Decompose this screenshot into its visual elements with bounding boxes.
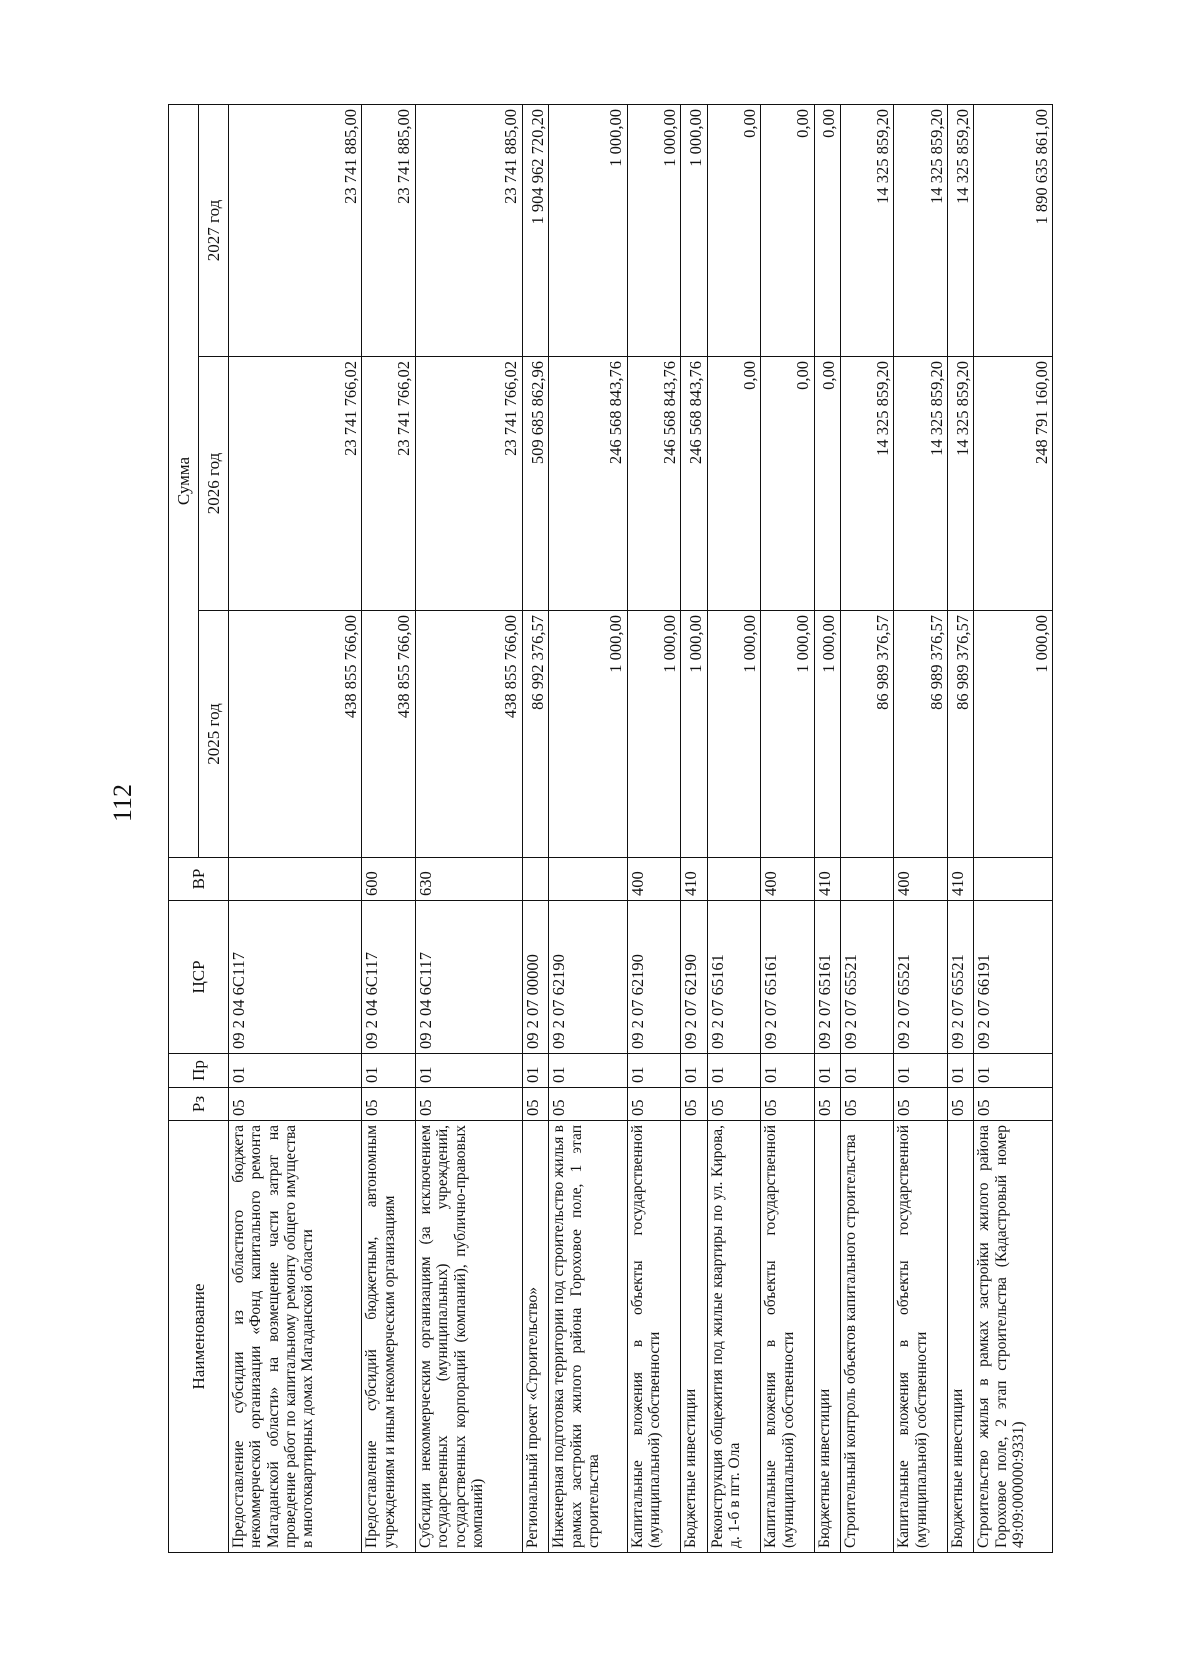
header-row [169,105,199,1553]
row-2026: 0,00 [814,357,840,611]
row-rz: 05 [627,1088,681,1121]
table-row [549,105,628,1553]
header-sum: Сумма [169,105,199,858]
table-row [840,105,894,1553]
row-vr [549,858,628,901]
row-2027: 23 741 885,00 [229,105,362,357]
row-2026: 246 568 843,76 [549,357,628,611]
header-csr: ЦСР [169,901,229,1054]
table-row [681,105,707,1553]
row-csr: 09 2 07 65161 [707,901,761,1054]
row-2025: 86 989 376,57 [894,611,948,858]
row-vr: 400 [761,858,815,901]
table-row [627,105,681,1553]
row-2025: 86 989 376,57 [948,611,974,858]
row-csr: 09 2 04 6С117 [415,901,522,1054]
row-pr: 01 [229,1054,362,1088]
row-csr: 09 2 04 6С117 [229,901,362,1054]
row-name: Субсидии некоммерческим организациям (за исключением государственных (муниципальных) учреждений, государственных корпораций (компаний), публично-правовых компаний) [415,1121,522,1553]
row-2025: 1 000,00 [974,611,1053,858]
row-rz: 05 [974,1088,1053,1121]
row-name: Бюджетные инвестиции [814,1121,840,1553]
row-name: Капитальные вложения в объекты государственной (муниципальной) собственности [894,1121,948,1553]
row-pr: 01 [948,1054,974,1088]
row-csr: 09 2 07 62190 [549,901,628,1054]
header-vr: ВР [169,858,229,901]
row-vr: 410 [814,858,840,901]
row-2025: 1 000,00 [549,611,628,858]
header-2027: 2027 год [199,105,229,357]
table-row [229,105,362,1553]
row-2027: 14 325 859,20 [840,105,894,357]
row-2027: 14 325 859,20 [948,105,974,357]
row-vr: 410 [681,858,707,901]
row-csr: 09 2 07 65161 [761,901,815,1054]
row-vr: 600 [362,858,416,901]
row-name: Региональный проект «Строительство» [522,1121,548,1553]
table-row [974,105,1053,1553]
table-row [948,105,974,1553]
row-name: Строительный контроль объектов капитального строительства [840,1121,894,1553]
row-vr [840,858,894,901]
row-2025: 438 855 766,00 [415,611,522,858]
row-2027: 1 000,00 [549,105,628,357]
header-name: Наименование [169,1121,229,1553]
row-rz: 05 [761,1088,815,1121]
row-rz: 05 [522,1088,548,1121]
row-rz: 05 [549,1088,628,1121]
row-2026: 14 325 859,20 [948,357,974,611]
row-csr: 09 2 07 65521 [840,901,894,1054]
header-pr: Пр [169,1054,229,1088]
rotated-table-container [168,105,1053,1553]
row-pr: 01 [840,1054,894,1088]
table-row [761,105,815,1553]
row-2027: 1 000,00 [681,105,707,357]
row-csr: 09 2 07 62190 [627,901,681,1054]
row-rz: 05 [362,1088,416,1121]
row-2026: 246 568 843,76 [681,357,707,611]
row-rz: 05 [415,1088,522,1121]
row-pr: 01 [761,1054,815,1088]
row-pr: 01 [415,1054,522,1088]
row-2026: 14 325 859,20 [894,357,948,611]
table-row [522,105,548,1553]
row-csr: 09 2 07 66191 [974,901,1053,1054]
table-row [707,105,761,1553]
row-name: Капитальные вложения в объекты государственной (муниципальной) собственности [761,1121,815,1553]
row-vr: 400 [627,858,681,901]
row-2026: 246 568 843,76 [627,357,681,611]
row-pr: 01 [814,1054,840,1088]
row-2027: 0,00 [814,105,840,357]
row-2025: 86 992 376,57 [522,611,548,858]
row-2025: 1 000,00 [707,611,761,858]
row-2027: 23 741 885,00 [415,105,522,357]
row-vr [522,858,548,901]
row-name: Предоставление субсидии из областного бюджета некоммерческой организации «Фонд капитального ремонта Магаданской области» на возмещение части затрат на проведение работ по капитальному ремонту общего имущества в многоквартирных домах Магаданской области [229,1121,362,1553]
row-pr: 01 [707,1054,761,1088]
row-csr: 09 2 07 00000 [522,901,548,1054]
row-2026: 23 741 766,02 [229,357,362,611]
row-2025: 1 000,00 [627,611,681,858]
row-pr: 01 [681,1054,707,1088]
row-vr [707,858,761,901]
row-2026: 14 325 859,20 [840,357,894,611]
row-name: Реконструкция общежития под жилые квартиры по ул. Кирова, д. 1-б в пгт. Ола [707,1121,761,1553]
row-rz: 05 [681,1088,707,1121]
row-csr: 09 2 07 65521 [948,901,974,1054]
row-name: Бюджетные инвестиции [681,1121,707,1553]
row-rz: 05 [229,1088,362,1121]
row-rz: 05 [840,1088,894,1121]
table-row [814,105,840,1553]
row-2026: 23 741 766,02 [415,357,522,611]
table-row [894,105,948,1553]
row-rz: 05 [814,1088,840,1121]
header-rz: Рз [169,1088,229,1121]
row-2027: 0,00 [761,105,815,357]
row-pr: 01 [549,1054,628,1088]
row-vr [229,858,362,901]
row-2026: 248 791 160,00 [974,357,1053,611]
table-row [415,105,522,1553]
row-2027: 23 741 885,00 [362,105,416,357]
page-number: 112 [108,783,137,823]
row-pr: 01 [362,1054,416,1088]
budget-table [168,104,1053,1553]
row-rz: 05 [948,1088,974,1121]
row-csr: 09 2 07 65161 [814,901,840,1054]
row-pr: 01 [894,1054,948,1088]
row-csr: 09 2 04 6С117 [362,901,416,1054]
row-2026: 509 685 862,96 [522,357,548,611]
row-2027: 14 325 859,20 [894,105,948,357]
row-vr [974,858,1053,901]
row-rz: 05 [707,1088,761,1121]
row-vr: 400 [894,858,948,901]
row-2027: 1 904 962 720,20 [522,105,548,357]
row-2025: 1 000,00 [761,611,815,858]
header-2026: 2026 год [199,357,229,611]
row-pr: 01 [627,1054,681,1088]
row-2027: 1 000,00 [627,105,681,357]
row-name: Капитальные вложения в объекты государственной (муниципальной) собственности [627,1121,681,1553]
row-2026: 23 741 766,02 [362,357,416,611]
row-csr: 09 2 07 65521 [894,901,948,1054]
row-name: Предоставление субсидий бюджетным, автономным учреждениям и иным некоммерческим организациям [362,1121,416,1553]
row-2025: 438 855 766,00 [362,611,416,858]
row-2026: 0,00 [707,357,761,611]
row-pr: 01 [522,1054,548,1088]
row-vr: 630 [415,858,522,901]
row-2026: 0,00 [761,357,815,611]
row-2027: 0,00 [707,105,761,357]
row-rz: 05 [894,1088,948,1121]
row-name: Инженерная подготовка территории под строительство жилья в рамках застройки жилого района Гороховое поле, 1 этап строительства [549,1121,628,1553]
row-2025: 86 989 376,57 [840,611,894,858]
row-2027: 1 890 635 861,00 [974,105,1053,357]
table-body [229,105,1053,1553]
row-2025: 438 855 766,00 [229,611,362,858]
row-csr: 09 2 07 62190 [681,901,707,1054]
table-row [362,105,416,1553]
row-pr: 01 [974,1054,1053,1088]
row-name: Строительство жилья в рамках застройки жилого района Гороховое поле, 2 этап строительства (Кадастровый номер 49:09:000000:9331) [974,1121,1053,1553]
row-2025: 1 000,00 [814,611,840,858]
row-name: Бюджетные инвестиции [948,1121,974,1553]
row-vr: 410 [948,858,974,901]
row-2025: 1 000,00 [681,611,707,858]
header-2025: 2025 год [199,611,229,858]
